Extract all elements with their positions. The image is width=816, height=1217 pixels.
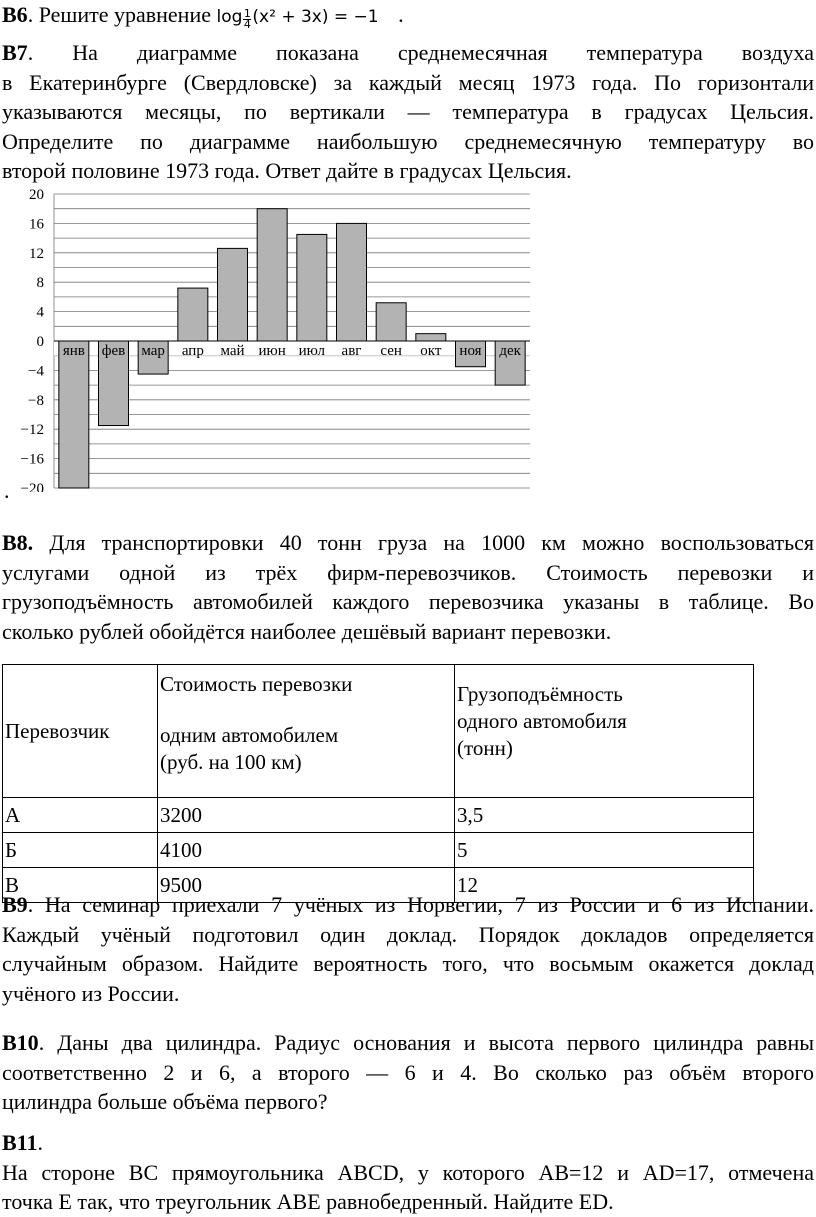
fraction-denominator: 4 bbox=[243, 18, 251, 31]
table-row bbox=[3, 833, 754, 868]
task-b9-line: учёного из России. bbox=[2, 980, 180, 1006]
y-tick-label: −20 bbox=[20, 481, 44, 492]
equation bbox=[216, 7, 379, 31]
y-tick-label: 8 bbox=[36, 275, 44, 292]
cell-carrier: Б bbox=[3, 833, 158, 868]
bar-янв bbox=[59, 341, 89, 488]
bar-апр bbox=[178, 288, 208, 341]
header-capacity: Грузоподъёмность одного автомобиля (тонн) bbox=[455, 665, 754, 798]
x-tick-label: апр bbox=[181, 343, 204, 359]
task-b8-label: B8. bbox=[2, 530, 34, 555]
task-b9 bbox=[2, 890, 814, 1008]
y-tick-label: −4 bbox=[28, 363, 44, 380]
equation-base-fraction bbox=[242, 9, 252, 30]
bar-окт bbox=[416, 334, 446, 341]
table-header-row bbox=[3, 665, 754, 798]
task-b11-tail: . bbox=[37, 1130, 43, 1155]
task-b7-line: Определите по диаграмме наибольшую среднемесячную температуру во bbox=[2, 128, 814, 154]
cell-capacity: 3,5 bbox=[455, 798, 754, 833]
task-b7-line: . На диаграмме показана среднемесячная температура воздуха bbox=[27, 40, 814, 65]
cell-capacity: 12 bbox=[455, 868, 754, 903]
x-tick-label: янв bbox=[62, 343, 85, 359]
task-b8-line: Для транспортировки 40 тонн груза на 1000 км можно воспользоваться bbox=[33, 530, 814, 555]
task-b8 bbox=[2, 528, 814, 646]
x-tick-label: окт bbox=[420, 343, 442, 359]
equation-log: log bbox=[216, 7, 243, 27]
bar-авг bbox=[337, 223, 367, 341]
task-b7-label: B7 bbox=[2, 40, 28, 65]
cell-cost: 9500 bbox=[158, 868, 455, 903]
x-tick-label: июл bbox=[298, 343, 326, 359]
equation-body: (x² + 3x) = −1 bbox=[252, 7, 379, 27]
task-b10-line: соответственно 2 и 6, а второго — 6 и 4. Во сколько раз объём второго bbox=[2, 1059, 814, 1085]
header-carrier: Перевозчик bbox=[3, 665, 158, 798]
task-b7-line: второй половине 1973 года. Ответ дайте в градусах Цельсия. bbox=[2, 158, 572, 183]
x-tick-label: июн bbox=[258, 343, 286, 359]
task-b10-line: цилиндра больше объёма первого? bbox=[2, 1089, 328, 1114]
cell-cost: 3200 bbox=[158, 798, 455, 833]
task-b11 bbox=[2, 1128, 814, 1217]
task-b8-line: сколько рублей обойдётся наиболее дешёвый вариант перевозки. bbox=[2, 618, 612, 644]
task-b6-tail: . bbox=[398, 2, 404, 27]
task-b11-label: B11 bbox=[2, 1130, 38, 1155]
x-tick-label: сен bbox=[380, 343, 402, 359]
cell-carrier: В bbox=[3, 868, 158, 903]
y-tick-label: 16 bbox=[29, 216, 44, 233]
task-b10 bbox=[2, 1028, 814, 1117]
task-b6-text: . Решите уравнение bbox=[27, 2, 211, 27]
task-b7-after-chart: . bbox=[4, 478, 10, 503]
task-b9-line: . На семинар приехали 7 учёных из Норвегии, 7 из России и 6 из Испании. bbox=[27, 892, 814, 917]
y-tick-label: −16 bbox=[20, 451, 44, 468]
chart-y-tick-labels bbox=[21, 187, 45, 492]
y-tick-label: −12 bbox=[20, 422, 44, 439]
task-b7-line: в Екатеринбурге (Свердловске) за каждый месяц 1973 года. По горизонтали bbox=[2, 69, 814, 95]
task-b10-line: . Даны два цилиндра. Радиус основания и высота первого цилиндра равны bbox=[38, 1030, 814, 1055]
task-b6 bbox=[2, 0, 814, 33]
task-b9-label: B9 bbox=[2, 892, 28, 917]
y-tick-label: 0 bbox=[36, 334, 44, 350]
x-tick-label: дек bbox=[499, 343, 521, 359]
cell-carrier: А bbox=[3, 798, 158, 833]
bar-июл bbox=[297, 234, 327, 341]
y-tick-label: 20 bbox=[29, 187, 44, 203]
x-tick-label: фев bbox=[101, 343, 126, 359]
carrier-table bbox=[2, 664, 754, 903]
task-b7-line: указываются месяцы, по вертикали — температура в градусах Цельсия. bbox=[2, 99, 814, 124]
temperature-bar-chart bbox=[0, 182, 540, 492]
x-tick-label: авг bbox=[341, 343, 362, 359]
task-b11-line: На стороне BC прямоугольника ABCD, у которого AB=12 и AD=17, отмечена bbox=[2, 1159, 814, 1185]
cell-cost: 4100 bbox=[158, 833, 455, 868]
y-tick-label: 12 bbox=[29, 245, 44, 262]
task-b6-label: B6 bbox=[2, 2, 28, 27]
bar-сен bbox=[376, 303, 406, 341]
y-tick-label: −8 bbox=[28, 392, 44, 409]
task-b8-line: грузоподъёмность автомобилей каждого перевозчика указаны в таблице. Во bbox=[2, 589, 814, 614]
cell-capacity: 5 bbox=[455, 833, 754, 868]
task-b8-line: услугами одной из трёх фирм-перевозчиков. Стоимость перевозки и bbox=[2, 559, 814, 585]
task-b9-line: случайным образом. Найдите вероятность того, что восьмым окажется доклад bbox=[2, 951, 814, 976]
x-tick-label: мар bbox=[141, 343, 165, 359]
header-cost: Стоимость перевозки одним автомобилем (руб. на 100 км) bbox=[158, 665, 455, 798]
fraction-numerator: 1 bbox=[243, 7, 251, 20]
task-b11-line: точка E так, что треугольник ABE равнобедренный. Найдите ED. bbox=[2, 1189, 614, 1214]
table-row bbox=[3, 798, 754, 833]
task-b7 bbox=[2, 38, 814, 186]
bar-июн bbox=[257, 209, 287, 341]
bar-май bbox=[218, 248, 248, 341]
y-tick-label: 4 bbox=[36, 304, 44, 321]
x-tick-label: ноя bbox=[459, 343, 482, 359]
task-b9-line: Каждый учёный подготовил один доклад. Порядок докладов определяется bbox=[2, 921, 814, 947]
task-b10-label: B10 bbox=[2, 1030, 39, 1055]
x-tick-label: май bbox=[220, 343, 245, 359]
